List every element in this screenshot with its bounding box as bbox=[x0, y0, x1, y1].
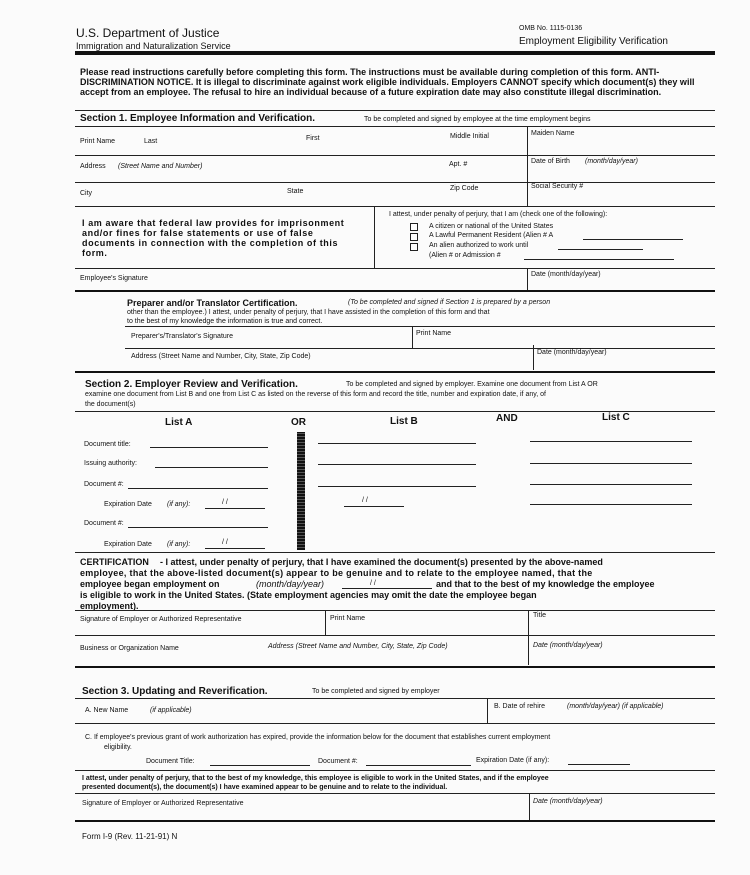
section3-attestation-1: I attest, under penalty of perjury, that to the best of my knowledge, this employee is eligible to work in the United States, and if the employee bbox=[82, 775, 549, 782]
section3-title: Section 3. Updating and Reverification. bbox=[82, 686, 268, 697]
reverify-doc-number-label: Document #: bbox=[318, 758, 358, 765]
rule bbox=[75, 182, 715, 183]
address-label: Address bbox=[80, 163, 106, 170]
work-until-line[interactable] bbox=[558, 249, 643, 250]
section3-date-label: Date (month/day/year) bbox=[533, 798, 603, 805]
reverify-exp-date-line[interactable] bbox=[568, 764, 630, 765]
rule bbox=[125, 348, 715, 349]
section2-text-2: examine one document from List B and one from List C as listed on the reverse of this form and record the title, number and expiration date, if any, of bbox=[85, 391, 546, 398]
divider bbox=[527, 126, 528, 206]
section1-subtitle: To be completed and signed by employee at the time employment begins bbox=[364, 116, 591, 123]
divider bbox=[533, 345, 534, 370]
list-a-issuing-line[interactable] bbox=[155, 467, 268, 468]
preparer-signature-label: Preparer's/Translator's Signature bbox=[131, 333, 234, 340]
rule bbox=[75, 155, 715, 156]
zip-label: Zip Code bbox=[450, 185, 479, 192]
list-b-exp-date-line[interactable] bbox=[344, 506, 404, 507]
list-c-doc-title-line[interactable] bbox=[530, 441, 692, 442]
reverify-exp-date-label: Expiration Date (if any): bbox=[476, 757, 550, 764]
list-a-doc-number-2-label: Document #: bbox=[84, 520, 124, 527]
and-header: AND bbox=[496, 413, 518, 424]
reverify-doc-title-line[interactable] bbox=[210, 765, 310, 766]
preparer-date-label: Date (month/day/year) bbox=[537, 349, 607, 356]
authorized-alien-option-label: An alien authorized to work until bbox=[429, 242, 529, 249]
divider bbox=[528, 610, 529, 665]
employee-signature-label: Employee's Signature bbox=[80, 275, 148, 282]
list-a-exp-date-label: Expiration Date bbox=[104, 501, 152, 508]
citizen-checkbox[interactable] bbox=[410, 223, 418, 231]
certification-text-3b: (month/day/year) bbox=[256, 579, 325, 589]
list-a-doc-title-line[interactable] bbox=[150, 447, 268, 448]
rule bbox=[75, 552, 715, 553]
certification-text-4: is eligible to work in the United States. (State employment agencies may omit the date the employee began bbox=[80, 590, 537, 600]
rule bbox=[75, 126, 715, 127]
employer-signature-label: Signature of Employer or Authorized Representative bbox=[80, 616, 242, 623]
reverification-instruction: C. If employee's previous grant of work authorization has expired, provide the information below for the document that establishes current employment bbox=[85, 734, 551, 741]
first-name-label: First bbox=[306, 135, 320, 142]
list-a-exp-2-if-any: (if any): bbox=[167, 541, 191, 548]
section2-text-3: the document(s) bbox=[85, 401, 136, 408]
rule bbox=[75, 666, 715, 668]
list-a-exp-date-2-label: Expiration Date bbox=[104, 541, 152, 548]
list-a-exp-if-any: (if any): bbox=[167, 501, 191, 508]
list-b-doc-number-line[interactable] bbox=[318, 486, 476, 487]
divider bbox=[374, 206, 375, 268]
preparer-text-1: (To be completed and signed if Section 1 is prepared by a person bbox=[348, 299, 551, 306]
certification-text-3a: employee began employment on bbox=[80, 579, 220, 589]
dob-label: Date of Birth bbox=[531, 158, 570, 165]
rule bbox=[75, 110, 715, 111]
reverification-instruction-2: eligibility. bbox=[104, 744, 132, 751]
list-c-doc-number-line[interactable] bbox=[530, 484, 692, 485]
rule bbox=[75, 371, 715, 373]
city-label: City bbox=[80, 190, 93, 197]
divider bbox=[527, 268, 528, 290]
attest-checkbox-intro: I attest, under penalty of perjury, that I am (check one of the following): bbox=[389, 211, 608, 218]
rule bbox=[75, 268, 715, 269]
address-hint: (Street Name and Number) bbox=[118, 163, 203, 170]
form-identifier: Form I-9 (Rev. 11-21-91) N bbox=[82, 832, 178, 841]
rule bbox=[75, 290, 715, 292]
state-label: State bbox=[287, 188, 304, 195]
middle-initial-label: Middle Initial bbox=[450, 133, 489, 140]
divider bbox=[412, 326, 413, 348]
section2-text-1: To be completed and signed by employer. Examine one document from List A OR bbox=[346, 381, 598, 388]
or-divider-bar bbox=[297, 432, 305, 550]
rule bbox=[75, 610, 715, 611]
form-title: Employment Eligibility Verification bbox=[519, 36, 668, 47]
omb-number: OMB No. 1115-0136 bbox=[519, 25, 583, 32]
list-a-doc-number-line[interactable] bbox=[128, 488, 268, 489]
list-c-exp-date-line[interactable] bbox=[530, 504, 692, 505]
certification-text-3c: and that to the best of my knowledge the employee bbox=[436, 579, 655, 589]
employer-title-label: Title bbox=[533, 612, 546, 619]
permanent-resident-checkbox[interactable] bbox=[410, 233, 418, 241]
new-name-hint: (if applicable) bbox=[150, 707, 192, 714]
list-b-header: List B bbox=[390, 416, 418, 427]
list-a-header: List A bbox=[165, 417, 193, 428]
rehire-date-hint: (month/day/year) (if applicable) bbox=[567, 703, 664, 710]
permanent-resident-option-label: A Lawful Permanent Resident (Alien # A bbox=[429, 232, 554, 239]
print-name-label: Print Name bbox=[80, 138, 116, 145]
last-name-label: Last bbox=[144, 138, 158, 145]
rule bbox=[75, 820, 715, 822]
reverify-doc-number-line[interactable] bbox=[366, 765, 471, 766]
rule bbox=[125, 326, 715, 327]
new-name-label: A. New Name bbox=[85, 707, 129, 714]
list-a-doc-number-label: Document #: bbox=[84, 481, 124, 488]
service-name: Immigration and Naturalization Service bbox=[76, 41, 231, 51]
certification-label: CERTIFICATION bbox=[80, 557, 149, 567]
list-a-exp-date-2-slashes: / / bbox=[222, 539, 228, 546]
section1-title: Section 1. Employee Information and Verification. bbox=[80, 113, 316, 124]
list-c-header: List C bbox=[602, 412, 630, 423]
section2-title: Section 2. Employer Review and Verification. bbox=[85, 379, 298, 390]
divider bbox=[529, 793, 530, 820]
rule bbox=[75, 206, 715, 207]
list-a-doc-title-label: Document title: bbox=[84, 441, 131, 448]
rule bbox=[75, 793, 715, 794]
employment-start-date-line[interactable] bbox=[342, 588, 432, 589]
employee-date-label: Date (month/day/year) bbox=[531, 271, 601, 278]
rule bbox=[75, 723, 715, 724]
maiden-name-label: Maiden Name bbox=[531, 130, 575, 137]
alien-admission-label: (Alien # or Admission # bbox=[429, 252, 501, 259]
certification-text-5: employment). bbox=[80, 601, 139, 611]
admission-number-line[interactable] bbox=[524, 259, 674, 260]
rule bbox=[75, 698, 715, 699]
divider bbox=[325, 610, 326, 635]
preparer-text-3: to the best of my knowledge the information is true and correct. bbox=[127, 318, 323, 325]
agency-name: U.S. Department of Justice bbox=[76, 26, 220, 40]
employment-date-slashes: / / bbox=[370, 580, 376, 587]
alien-number-line[interactable] bbox=[583, 239, 683, 240]
list-c-issuing-line[interactable] bbox=[530, 463, 692, 464]
ssn-label: Social Security # bbox=[531, 183, 584, 190]
preparer-print-name-label: Print Name bbox=[416, 330, 452, 337]
list-a-exp-date-slashes: / / bbox=[222, 499, 228, 506]
reverify-doc-title-label: Document Title: bbox=[146, 758, 195, 765]
list-a-doc-number-2-line[interactable] bbox=[128, 527, 268, 528]
list-b-exp-date-slashes: / / bbox=[362, 497, 368, 504]
preparer-title: Preparer and/or Translator Certification. bbox=[127, 298, 298, 308]
list-b-issuing-line[interactable] bbox=[318, 464, 476, 465]
list-b-doc-title-line[interactable] bbox=[318, 443, 476, 444]
list-a-exp-date-line[interactable] bbox=[205, 508, 265, 509]
citizen-option-label: A citizen or national of the United States bbox=[429, 223, 554, 230]
certification-text-2: employee, that the above-listed document(s) appear to be genuine and to relate to the employee named, that the bbox=[80, 568, 593, 578]
authorized-alien-checkbox[interactable] bbox=[410, 243, 418, 251]
divider bbox=[487, 698, 488, 723]
rule bbox=[75, 635, 715, 636]
instructions-notice: Please read instructions carefully before completing this form. The instructions must be available during completion of this form. ANTI-DISCRIMINATION NOTICE. It is illegal to discriminate against work eligible individuals. Employers CANNOT specify which document(s) they will accept from an employee. The refusal to hire an individual because of a future expiration date may also constitute illegal discrimination. bbox=[80, 67, 695, 97]
preparer-text-2: other than the employee.) I attest, under penalty of perjury, that I have assisted in the completion of this form and that bbox=[127, 309, 490, 316]
rehire-date-label: B. Date of rehire bbox=[494, 703, 545, 710]
list-a-exp-date-2-line[interactable] bbox=[205, 548, 265, 549]
or-header: OR bbox=[291, 417, 306, 428]
list-a-issuing-label: Issuing authority: bbox=[84, 460, 137, 467]
rule bbox=[75, 770, 715, 771]
employer-print-name-label: Print Name bbox=[330, 615, 366, 622]
employer-date-label: Date (month/day/year) bbox=[533, 642, 603, 649]
preparer-address-label: Address (Street Name and Number, City, State, Zip Code) bbox=[131, 353, 311, 360]
business-name-label: Business or Organization Name bbox=[80, 645, 179, 652]
certification-text-1: - I attest, under penalty of perjury, that I have examined the document(s) presented by the above-named bbox=[160, 557, 603, 567]
dob-hint: (month/day/year) bbox=[585, 158, 638, 165]
header-rule bbox=[75, 51, 715, 55]
section3-signature-label: Signature of Employer or Authorized Representative bbox=[82, 800, 244, 807]
section3-attestation-2: presented document(s), the document(s) I have examined appear to be genuine and to relate to the individual. bbox=[82, 784, 448, 791]
federal-law-warning: I am aware that federal law provides for imprisonment and/or fines for false statements or use of false documents in connection with the completion of this form. bbox=[82, 218, 345, 258]
section3-subtitle: To be completed and signed by employer bbox=[312, 688, 440, 695]
apt-label: Apt. # bbox=[449, 161, 468, 168]
employer-address-label: Address (Street Name and Number, City, State, Zip Code) bbox=[268, 643, 448, 650]
